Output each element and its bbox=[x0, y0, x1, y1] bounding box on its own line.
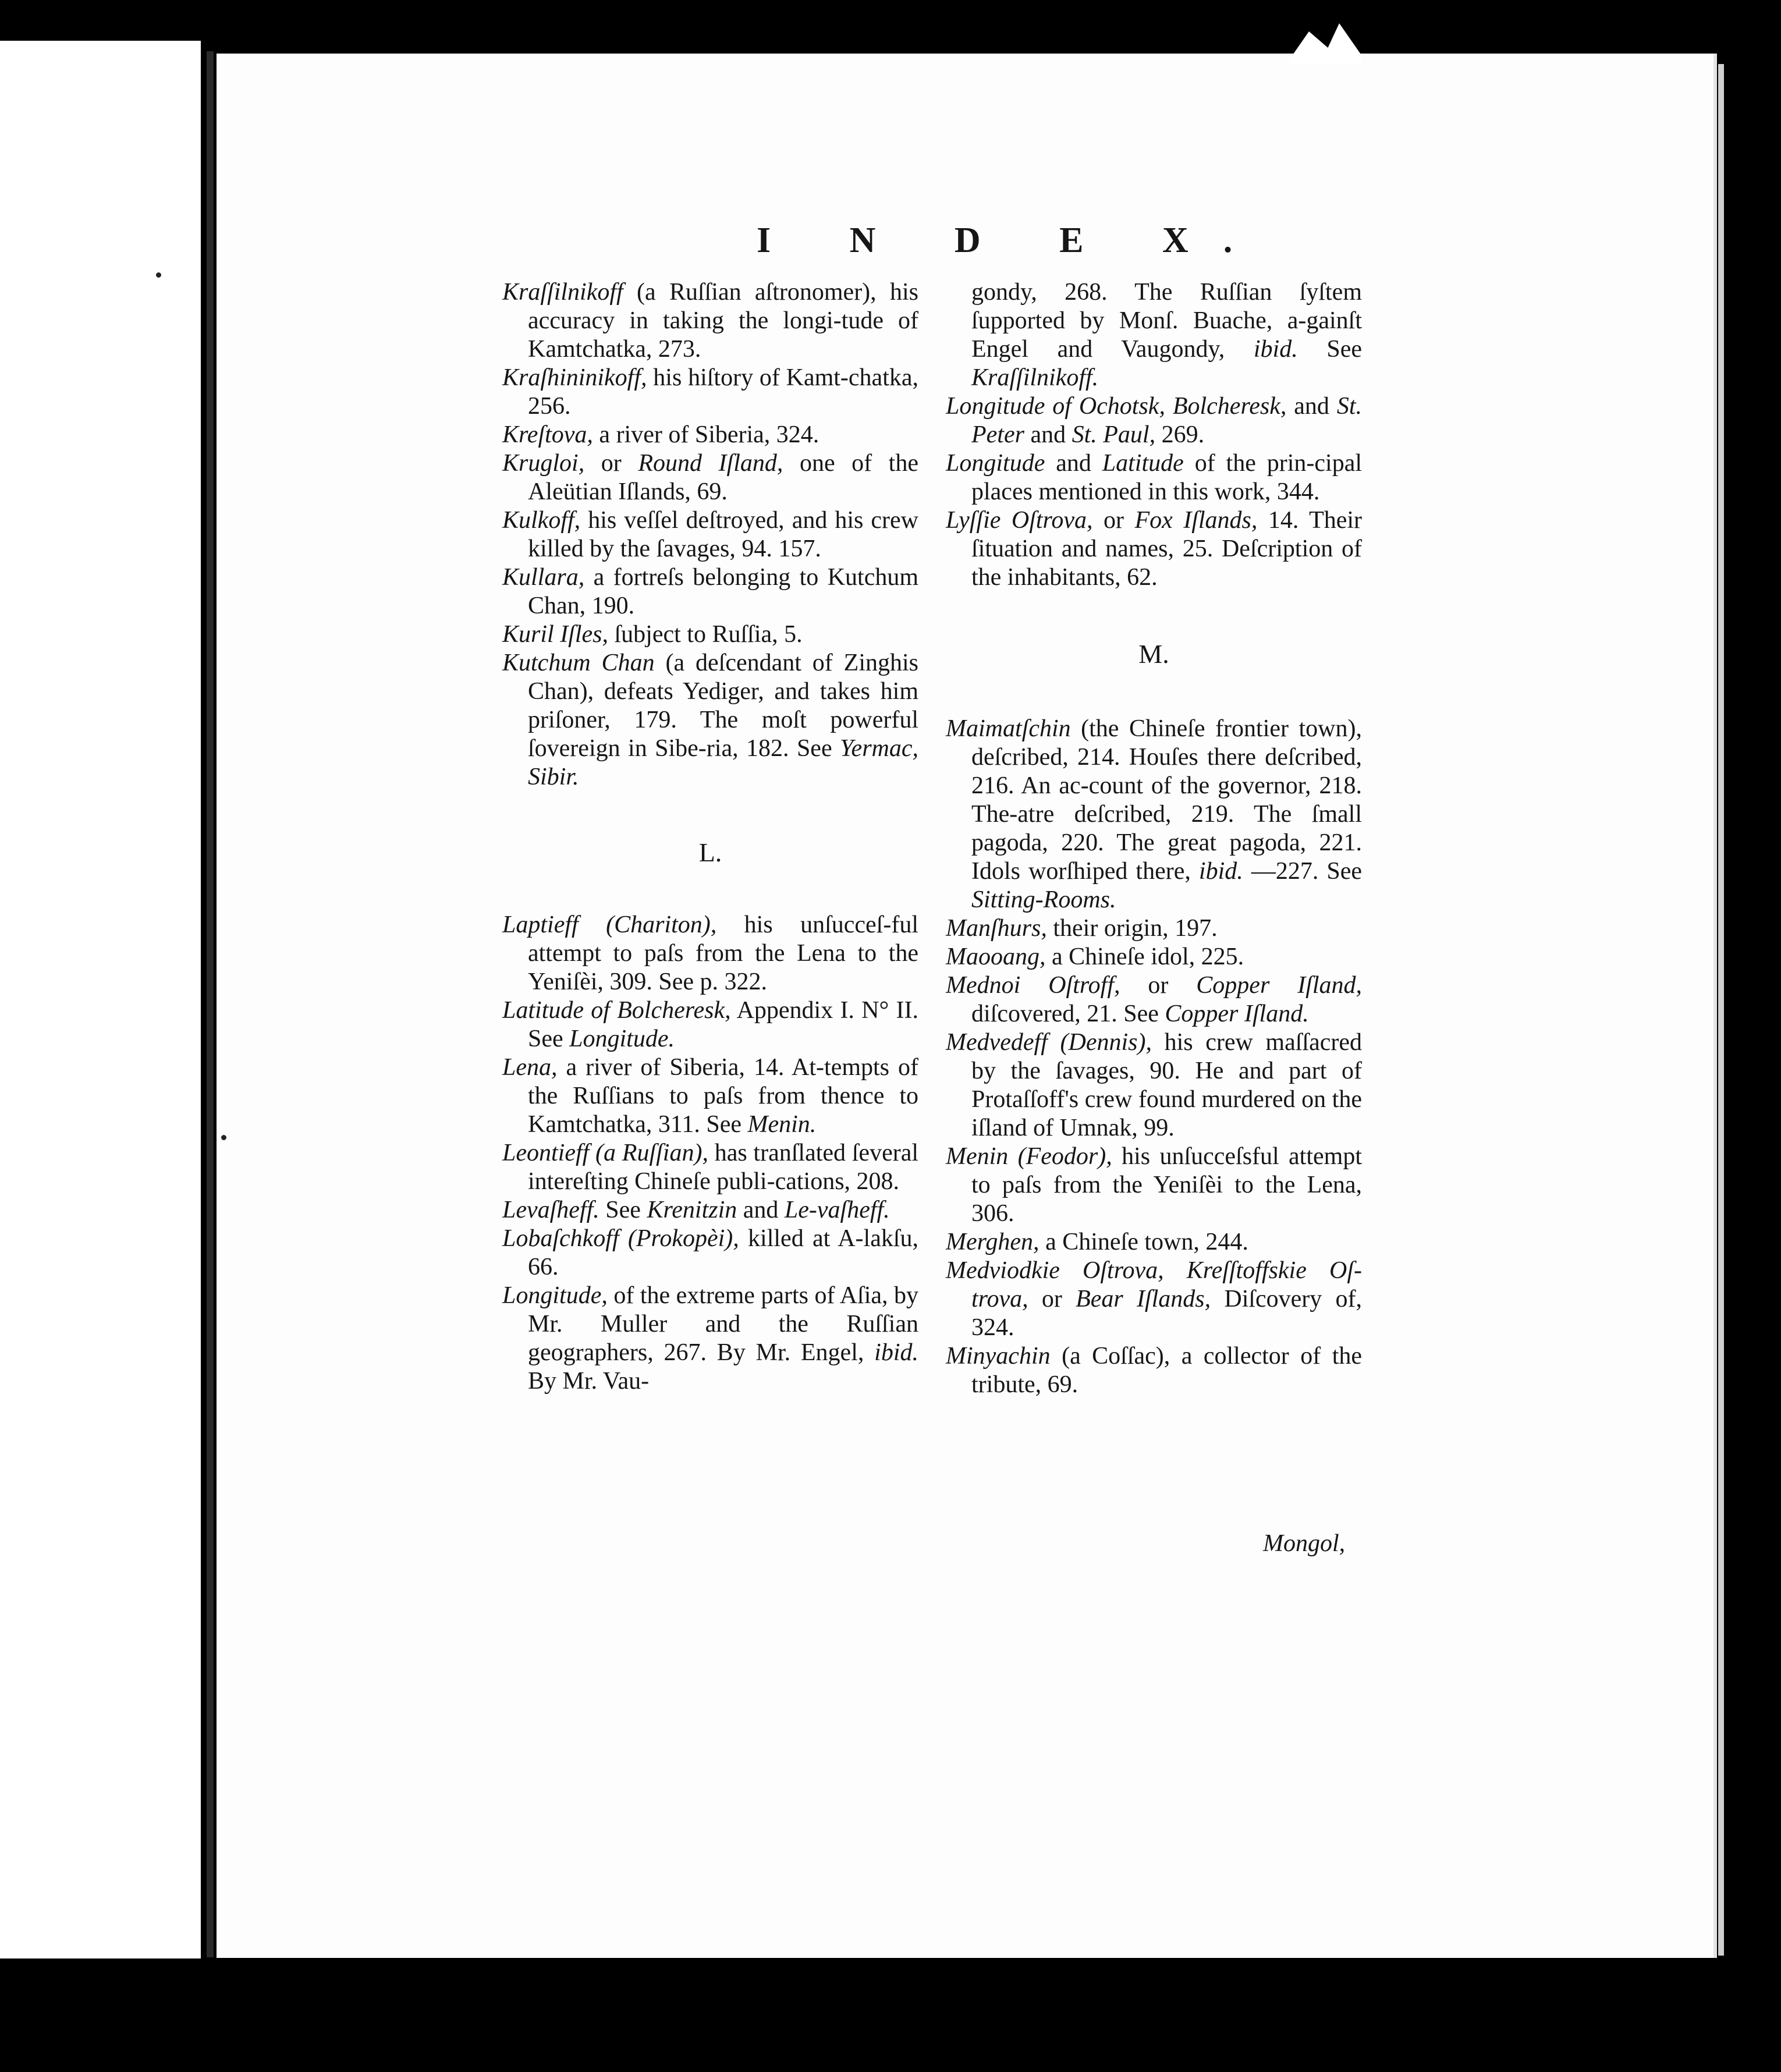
facing-page-edge bbox=[0, 41, 201, 1959]
entry-body: his crew maſſacred by the ſavages, 90. He and part of Protaſſoff's crew found murdered on the iſland of Umnak, 99. bbox=[971, 1029, 1362, 1141]
entry-body: diſcovered, 21. See bbox=[971, 1000, 1159, 1027]
entry-italic: Latitude bbox=[1102, 450, 1184, 477]
entry-body-post: and bbox=[1030, 421, 1066, 448]
entry-body: See bbox=[605, 1197, 641, 1223]
entry-head: Maimatſchin bbox=[946, 715, 1071, 742]
entry-head: Kraſſilnikoff bbox=[502, 279, 623, 306]
index-entry bbox=[946, 1028, 1362, 1143]
index-entry bbox=[946, 1228, 1362, 1257]
entry-body: a Chineſe idol, 225. bbox=[1052, 943, 1244, 970]
entry-body-end: 269. bbox=[1161, 421, 1205, 448]
entry-head: Leontieff (a Ruſſian), bbox=[502, 1140, 708, 1166]
index-entry bbox=[946, 449, 1362, 506]
entry-head: Medvedeff (Dennis), bbox=[946, 1029, 1152, 1056]
entry-italic: St. Paul, bbox=[1072, 421, 1156, 448]
index-entry bbox=[502, 649, 918, 792]
entry-head: Minyachin bbox=[946, 1343, 1051, 1369]
entry-head: Kulkoff, bbox=[502, 507, 581, 534]
entry-body: a fortreſs belonging to Kutchum Chan, 190. bbox=[528, 564, 919, 619]
entry-body: (a deſcendant of Zinghis Chan), defeats Yediger, and takes him priſoner, 179. The moſt powerful ſovereign in Sibe-ria, 182. See bbox=[528, 650, 919, 762]
entry-italic: Menin. bbox=[747, 1111, 817, 1138]
entry-body: ſubject to Ruſſia, 5. bbox=[614, 621, 803, 648]
index-column-left bbox=[502, 278, 918, 1396]
entry-head: Latitude of Bolcheresk, bbox=[502, 997, 731, 1024]
entry-body: his unſucceſsful attempt to paſs from the Yeniſèi to the Lena, 306. bbox=[971, 1143, 1362, 1227]
entry-italic: Copper Iſland, bbox=[1196, 972, 1363, 999]
index-entry bbox=[502, 996, 918, 1053]
entry-body: a river of Siberia, 324. bbox=[599, 421, 819, 448]
entry-body-post: —227. See bbox=[1251, 858, 1363, 885]
entry-italic: Round Iſland, bbox=[638, 450, 783, 477]
entry-body: has tranſlated ſeveral intereſting Chineſe publi-cations, 208. bbox=[528, 1140, 919, 1195]
entry-head: Longitude, bbox=[502, 1282, 608, 1309]
entry-italic: Longitude. bbox=[569, 1026, 675, 1052]
entry-body: (a Coſſac), a collector of the tribute, 69. bbox=[971, 1343, 1363, 1398]
index-entry-continuation bbox=[946, 278, 1362, 392]
index-entry bbox=[946, 914, 1362, 943]
entry-italic: Copper Iſland. bbox=[1165, 1000, 1309, 1027]
entry-body: his hiſtory of Kamt-chatka, 256. bbox=[528, 364, 919, 420]
index-entry bbox=[502, 1139, 918, 1196]
index-entry bbox=[502, 278, 918, 364]
index-entry bbox=[502, 1196, 918, 1225]
catchword: Mongol, bbox=[1263, 1530, 1346, 1557]
entry-italic: Sitting-Rooms. bbox=[971, 886, 1116, 913]
entry-italic: Krenitzin bbox=[647, 1197, 737, 1223]
page-heading: I N D E X. bbox=[757, 221, 1268, 260]
entry-body: of the prin-cipal places mentioned in this work, 344. bbox=[971, 450, 1363, 505]
index-entry bbox=[946, 1257, 1362, 1342]
entry-head: Krugloi, bbox=[502, 450, 585, 477]
index-entry bbox=[946, 943, 1362, 971]
index-entry bbox=[946, 1143, 1362, 1228]
entry-head: Longitude of Ochotsk, Bolcheresk, bbox=[946, 393, 1287, 420]
gutter-shadow bbox=[207, 51, 214, 1957]
index-entry bbox=[946, 392, 1362, 449]
entry-italic: Kraſſilnikoff. bbox=[971, 364, 1099, 391]
entry-body: (a Ruſſian aſtronomer), his accuracy in taking the longi-tude of Kamtchatka, 273. bbox=[528, 279, 918, 363]
entry-italic: Le-vaſheff. bbox=[784, 1197, 890, 1223]
entry-italic: Yermac, Sibir. bbox=[528, 735, 919, 790]
entry-head: Kraſhininikoff, bbox=[502, 364, 647, 391]
entry-body: their origin, 197. bbox=[1053, 915, 1218, 942]
index-entry bbox=[502, 620, 918, 649]
entry-head: Merghen, bbox=[946, 1229, 1039, 1255]
entry-head: Lobaſchkoff (Prokopèi), bbox=[502, 1225, 739, 1252]
entry-body: gondy, 268. The Ruſſian ſyſtem ſupported by Monſ. Buache, a-gainſt Engel and Vaugondy, bbox=[971, 279, 1362, 363]
entry-body: 14. Their ſituation and names, 25. Deſcription of the inhabitants, 62. bbox=[971, 507, 1363, 591]
margin-mark bbox=[156, 272, 161, 278]
entry-body-post: By Mr. Vau- bbox=[528, 1368, 650, 1395]
entry-head: Kreſtova, bbox=[502, 421, 593, 448]
index-column-right bbox=[946, 278, 1362, 1399]
entry-body: killed at A-lakſu, 66. bbox=[528, 1225, 919, 1280]
entry-body: and bbox=[1294, 393, 1329, 420]
index-entry bbox=[946, 506, 1362, 592]
entry-head: Menin (Feodor), bbox=[946, 1143, 1112, 1170]
entry-body-pre: or bbox=[601, 450, 622, 477]
entry-body-pre: or bbox=[1103, 507, 1124, 534]
entry-body-post: and bbox=[743, 1197, 779, 1223]
entry-head: Maooang, bbox=[946, 943, 1046, 970]
entry-italic: ibid. bbox=[1198, 858, 1243, 885]
entry-body-pre: and bbox=[1056, 450, 1091, 477]
index-entry bbox=[502, 364, 918, 421]
entry-italic: St. Peter bbox=[971, 393, 1363, 448]
torn-corner bbox=[1286, 23, 1362, 64]
index-entry bbox=[946, 971, 1362, 1028]
section-letter-m: M. bbox=[1138, 639, 1169, 669]
index-entry bbox=[502, 911, 918, 996]
entry-head: Laptieff (Chariton), bbox=[502, 911, 717, 938]
entry-head: Longitude bbox=[946, 450, 1045, 477]
entry-body: one of the Aleütian Iſlands, 69. bbox=[528, 450, 918, 505]
index-entry bbox=[946, 1342, 1362, 1399]
entry-head: Lyſſie Oſtrova, bbox=[946, 507, 1093, 534]
section-letter-l: L. bbox=[698, 838, 722, 867]
index-entry bbox=[502, 563, 918, 620]
entry-body: his veſſel deſtroyed, and his crew killed by the ſavages, 94. 157. bbox=[528, 507, 919, 562]
entry-body: a river of Siberia, 14. At-tempts of the Ruſſians to paſs from thence to Kamtchatka, 311. See bbox=[528, 1054, 918, 1138]
entry-head: Mednoi Oſtroff, bbox=[946, 972, 1120, 999]
entry-body: of the extreme parts of Aſia, by Mr. Muller and the Ruſſian geographers, 267. By Mr. Engel, bbox=[528, 1282, 919, 1366]
entry-head: Kuril Iſles, bbox=[502, 621, 609, 648]
entry-head: Medviodkie Oſtrova, Kreſſtoffskie Oſ-trova, bbox=[946, 1257, 1362, 1312]
entry-body: his unſucceſ-ful attempt to paſs from the Lena to the Yeniſèi, 309. See p. 322. bbox=[528, 911, 918, 995]
entry-body: Diſcovery of, 324. bbox=[971, 1286, 1363, 1341]
entry-italic: ibid. bbox=[874, 1339, 918, 1366]
entry-body-pre: or bbox=[1041, 1286, 1062, 1312]
entry-head: Manſhurs, bbox=[946, 915, 1047, 942]
entry-head: Kullara, bbox=[502, 564, 585, 591]
entry-body-post: See bbox=[1326, 336, 1362, 363]
entry-head: Kutchum Chan bbox=[502, 650, 655, 676]
index-entry bbox=[502, 1053, 918, 1139]
entry-italic: ibid. bbox=[1253, 336, 1298, 363]
entry-italic: Bear Iſlands, bbox=[1076, 1286, 1211, 1312]
entry-body-pre: or bbox=[1148, 972, 1169, 999]
index-entry bbox=[502, 449, 918, 506]
entry-head: Lena, bbox=[502, 1054, 558, 1081]
index-entry bbox=[946, 715, 1362, 914]
entry-head: Levaſheff. bbox=[502, 1197, 599, 1223]
entry-body: (the Chineſe frontier town), deſcribed, 214. Houſes there deſcribed, 216. An ac-count of the governor, 218. The-atre deſcribed, 219. The ſmall pagoda, 220. The great pagoda, 221. Idols worſhiped there, bbox=[971, 715, 1362, 885]
index-entry bbox=[502, 1225, 918, 1282]
margin-mark bbox=[221, 1135, 226, 1140]
entry-italic: Fox Iſlands, bbox=[1134, 507, 1258, 534]
index-entry bbox=[502, 506, 918, 563]
entry-body: a Chineſe town, 244. bbox=[1045, 1229, 1248, 1255]
entry-body: Appendix I. N° II. See bbox=[528, 997, 918, 1052]
index-entry bbox=[502, 1282, 918, 1396]
index-entry bbox=[502, 421, 918, 449]
page-fore-edge bbox=[1718, 64, 1724, 1956]
